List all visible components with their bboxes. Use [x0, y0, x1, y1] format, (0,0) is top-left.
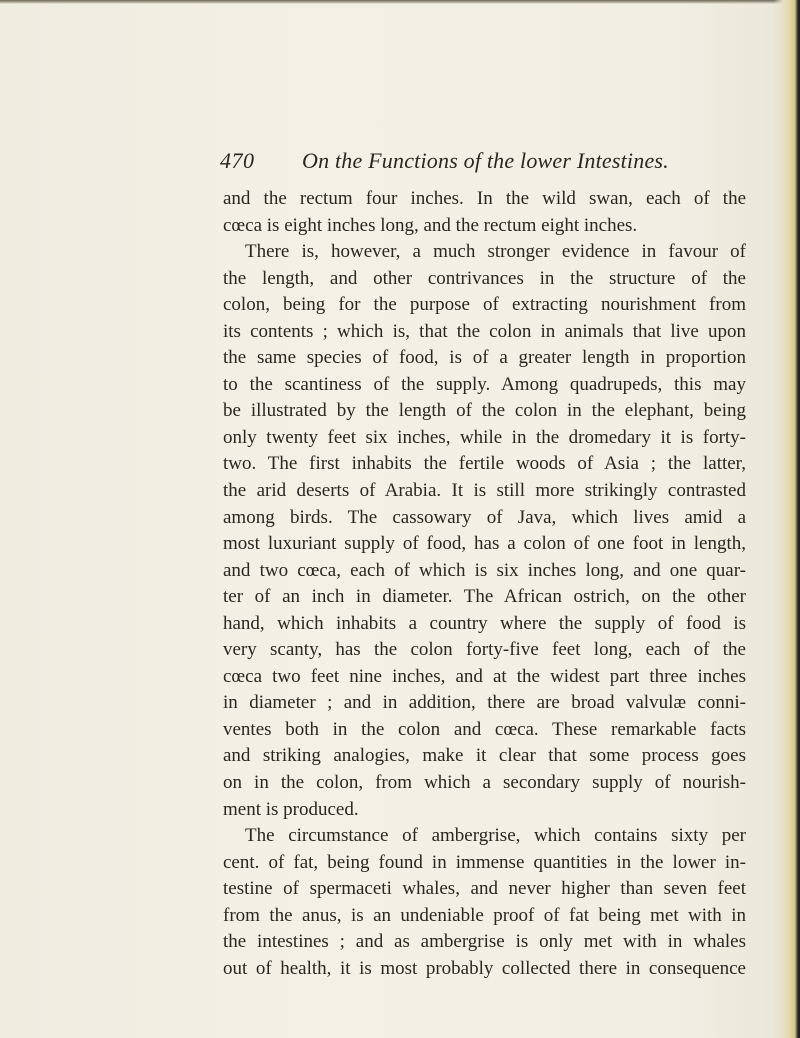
text-line: testine of spermaceti whales, and never higher than seven feet	[223, 878, 746, 900]
text-line: ter of an inch in diameter. The African ostrich, on the other	[223, 586, 746, 608]
text-line: cent. of fat, being found in immense quantities in the lower in-	[223, 851, 746, 873]
text-line: two. The first inhabits the fertile woods of Asia ; the latter,	[223, 453, 746, 475]
text-line: from the anus, is an undeniable proof of fat being met with in	[223, 904, 746, 926]
text-line: the intestines ; and as ambergrise is only met with in whales	[223, 931, 746, 953]
page-binding-edge	[774, 0, 800, 1038]
text-line: hand, which inhabits a country where the supply of food is	[223, 612, 746, 634]
text-line: in diameter ; and in addition, there are broad valvulæ conni-	[223, 692, 746, 714]
page-number: 470	[220, 148, 255, 173]
page-top-edge	[0, 0, 800, 4]
text-line: The circumstance of ambergrise, which contains sixty per	[245, 825, 746, 847]
text-line: colon, being for the purpose of extracting nourishment from	[223, 294, 746, 316]
text-line: very scanty, has the colon forty-five feet long, each of the	[223, 639, 746, 661]
text-line: to the scantiness of the supply. Among quadrupeds, this may	[223, 373, 746, 395]
text-line: on in the colon, from which a secondary supply of nourish-	[223, 772, 746, 794]
text-line: There is, however, a much stronger evidence in favour of	[245, 241, 746, 263]
body-text	[223, 186, 746, 982]
text-line: out of health, it is most probably collected there in consequence	[223, 957, 746, 979]
text-line: the arid deserts of Arabia. It is still more strikingly contrasted	[223, 480, 746, 502]
text-line: and the rectum four inches. In the wild swan, each of the	[223, 188, 746, 209]
text-line: most luxuriant supply of food, has a colon of one foot in length,	[223, 533, 746, 555]
text-line: ventes both in the colon and cœca. These remarkable facts	[223, 718, 746, 740]
text-line: and two cœca, each of which is six inches long, and one quar-	[223, 559, 746, 581]
text-line: cœca two feet nine inches, and at the widest part three inches	[223, 665, 746, 687]
text-line: the same species of food, is of a greater length in proportion	[223, 347, 746, 369]
text-line: ment is produced.	[223, 798, 359, 820]
text-line: cœca is eight inches long, and the rectum eight inches.	[223, 214, 638, 236]
text-line: its contents ; which is, that the colon in animals that live upon	[223, 320, 746, 342]
text-line: and striking analogies, make it clear that some process goes	[223, 745, 746, 767]
text-line: the length, and other contrivances in the structure of the	[223, 267, 746, 289]
text-line: among birds. The cassowary of Java, which lives amid a	[223, 506, 746, 528]
text-line: be illustrated by the length of the colon in the elephant, being	[223, 400, 746, 422]
running-title: On the Functions of the lower Intestines.	[302, 148, 669, 173]
text-line: only twenty feet six inches, while in the dromedary it is forty-	[223, 426, 746, 448]
